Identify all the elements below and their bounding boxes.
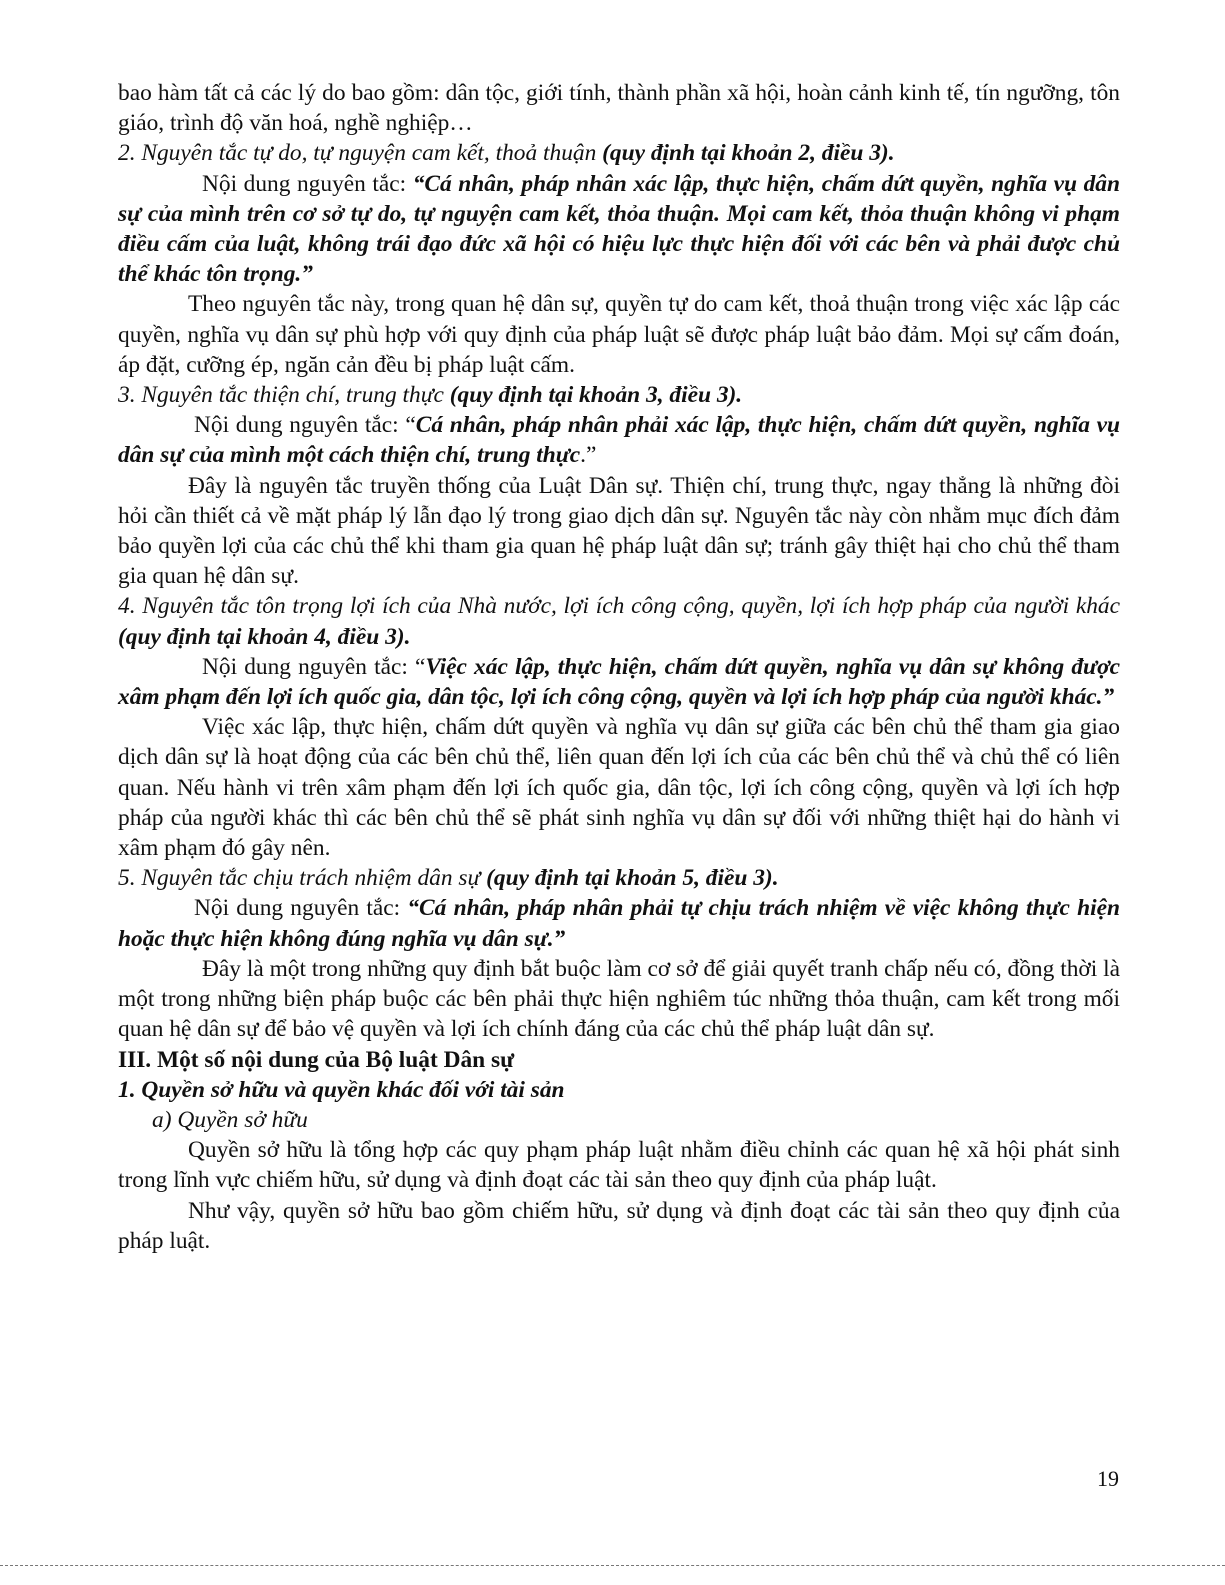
section-heading: III. Một số nội dung của Bộ luật Dân sự <box>118 1046 515 1073</box>
principle-3-title: 3. Nguyên tắc thiện chí, trung thực <box>118 382 450 409</box>
principle-5-heading <box>118 863 1120 893</box>
content-lead: Nội dung nguyên tắc: “ <box>202 653 426 680</box>
principle-4-content <box>118 652 1120 712</box>
subsection-heading: 1. Quyền sở hữu và quyền khác đối với tài sản <box>118 1076 565 1103</box>
content-quote: “Cá nhân, pháp nhân xác lập, thực hiện, chấm dứt quyền, nghĩa vụ dân sự của mình trên cơ sở tự do, tự nguyện cam kết, thỏa thuận. Mọi cam kết, thỏa thuận không vi phạm điều cấm của luật, không trái đạo đức xã hội có hiệu lực thực hiện đối với các bên và phải được chủ thể khác tôn trọng.” <box>118 170 1120 288</box>
principle-3-reference: (quy định tại khoản 3, điều 3). <box>449 382 743 409</box>
principle-2-title: 2. Nguyên tắc tự do, tự nguyện cam kết, thoả thuận <box>118 140 603 167</box>
content-lead: Nội dung nguyên tắc: <box>202 170 413 197</box>
principle-5-content <box>118 893 1120 953</box>
principle-2-content <box>118 169 1120 290</box>
principle-2-reference: (quy định tại khoản 2, điều 3). <box>602 140 895 167</box>
page-number: 19 <box>1097 1466 1119 1491</box>
bottom-divider <box>0 1565 1225 1566</box>
paragraph-continuation: bao hàm tất cả các lý do bao gồm: dân tộc, giới tính, thành phần xã hội, hoàn cảnh kinh tế, tín ngưỡng, tôn giáo, trình độ văn hoá, nghề nghiệp… <box>118 80 1120 137</box>
content-quote: “Cá nhân, pháp nhân phải tự chịu trách nhiệm về việc không thực hiện hoặc thực hiện không đúng nghĩa vụ dân sự.” <box>118 895 1120 952</box>
principle-5-explanation: Đây là một trong những quy định bắt buộc làm cơ sở để giải quyết tranh chấp nếu có, đồng thời là một trong những biện pháp buộc các bên phải thực hiện nghiêm túc những thỏa thuận, cam kết trong mối quan hệ dân sự để bảo vệ quyền và lợi ích chính đáng của các chủ thể pháp luật dân sự. <box>118 955 1120 1043</box>
principle-5-reference: (quy định tại khoản 5, điều 3). <box>486 865 779 892</box>
content-lead: Nội dung nguyên tắc: <box>194 895 408 922</box>
subsubsection-heading: a) Quyền sở hữu <box>152 1106 308 1133</box>
principle-3-heading <box>118 380 1120 410</box>
principle-4-heading <box>118 591 1120 651</box>
content-quote: Cá nhân, pháp nhân phải xác lập, thực hiện, chấm dứt quyền, nghĩa vụ dân sự của mình một cách thiện chí, trung thực <box>118 412 1120 469</box>
principle-2-explanation: Theo nguyên tắc này, trong quan hệ dân sự, quyền tự do cam kết, thoả thuận trong việc xác lập các quyền, nghĩa vụ dân sự phù hợp với quy định của pháp luật sẽ được pháp luật bảo đảm. Mọi sự cấm đoán, áp đặt, cưỡng ép, ngăn cản đều bị pháp luật cấm. <box>118 291 1120 378</box>
principle-4-title: 4. Nguyên tắc tôn trọng lợi ích của Nhà nước, lợi ích công cộng, quyền, lợi ích hợp pháp của người khác <box>118 593 1120 620</box>
principle-4-reference: (quy định tại khoản 4, điều 3). <box>118 623 411 650</box>
document-page <box>118 78 1120 1256</box>
principle-4-explanation: Việc xác lập, thực hiện, chấm dứt quyền và nghĩa vụ dân sự giữa các bên chủ thể tham gia giao dịch dân sự là hoạt động của các bên chủ thể, liên quan đến lợi ích của các bên chủ thể và chủ thể có liên quan. Nếu hành vi trên xâm phạm đến lợi ích quốc gia, dân tộc, lợi ích công cộng, quyền và lợi ích hợp pháp của người khác thì các bên chủ thể sẽ phát sinh nghĩa vụ dân sự đối với những thiệt hại do hành vi xâm phạm đó gây nên. <box>118 714 1120 862</box>
content-tail: .” <box>580 442 597 469</box>
principle-2-heading <box>118 138 1120 168</box>
principle-3-content <box>118 410 1120 470</box>
principle-5-title: 5. Nguyên tắc chịu trách nhiệm dân sự <box>118 865 487 892</box>
content-lead: Nội dung nguyên tắc: “ <box>194 412 416 439</box>
ownership-definition: Quyền sở hữu là tổng hợp các quy phạm pháp luật nhằm điều chỉnh các quan hệ xã hội phát sinh trong lĩnh vực chiếm hữu, sử dụng và định đoạt các tài sản theo quy định của pháp luật. <box>118 1137 1120 1194</box>
principle-3-explanation: Đây là nguyên tắc truyền thống của Luật Dân sự. Thiện chí, trung thực, ngay thẳng là những đòi hỏi cần thiết cả về mặt pháp lý lẫn đạo lý trong giao dịch dân sự. Nguyên tắc này còn nhằm mục đích đảm bảo quyền lợi của các chủ thể khi tham gia quan hệ pháp luật dân sự; tránh gây thiệt hại cho chủ thể tham gia quan hệ dân sự. <box>118 472 1120 590</box>
content-quote: Việc xác lập, thực hiện, chấm dứt quyền, nghĩa vụ dân sự không được xâm phạm đến lợi ích quốc gia, dân tộc, lợi ích công cộng, quyền và lợi ích hợp pháp của người khác.” <box>118 653 1121 711</box>
ownership-summary: Như vậy, quyền sở hữu bao gồm chiếm hữu, sử dụng và định đoạt các tài sản theo quy định của pháp luật. <box>118 1197 1120 1254</box>
